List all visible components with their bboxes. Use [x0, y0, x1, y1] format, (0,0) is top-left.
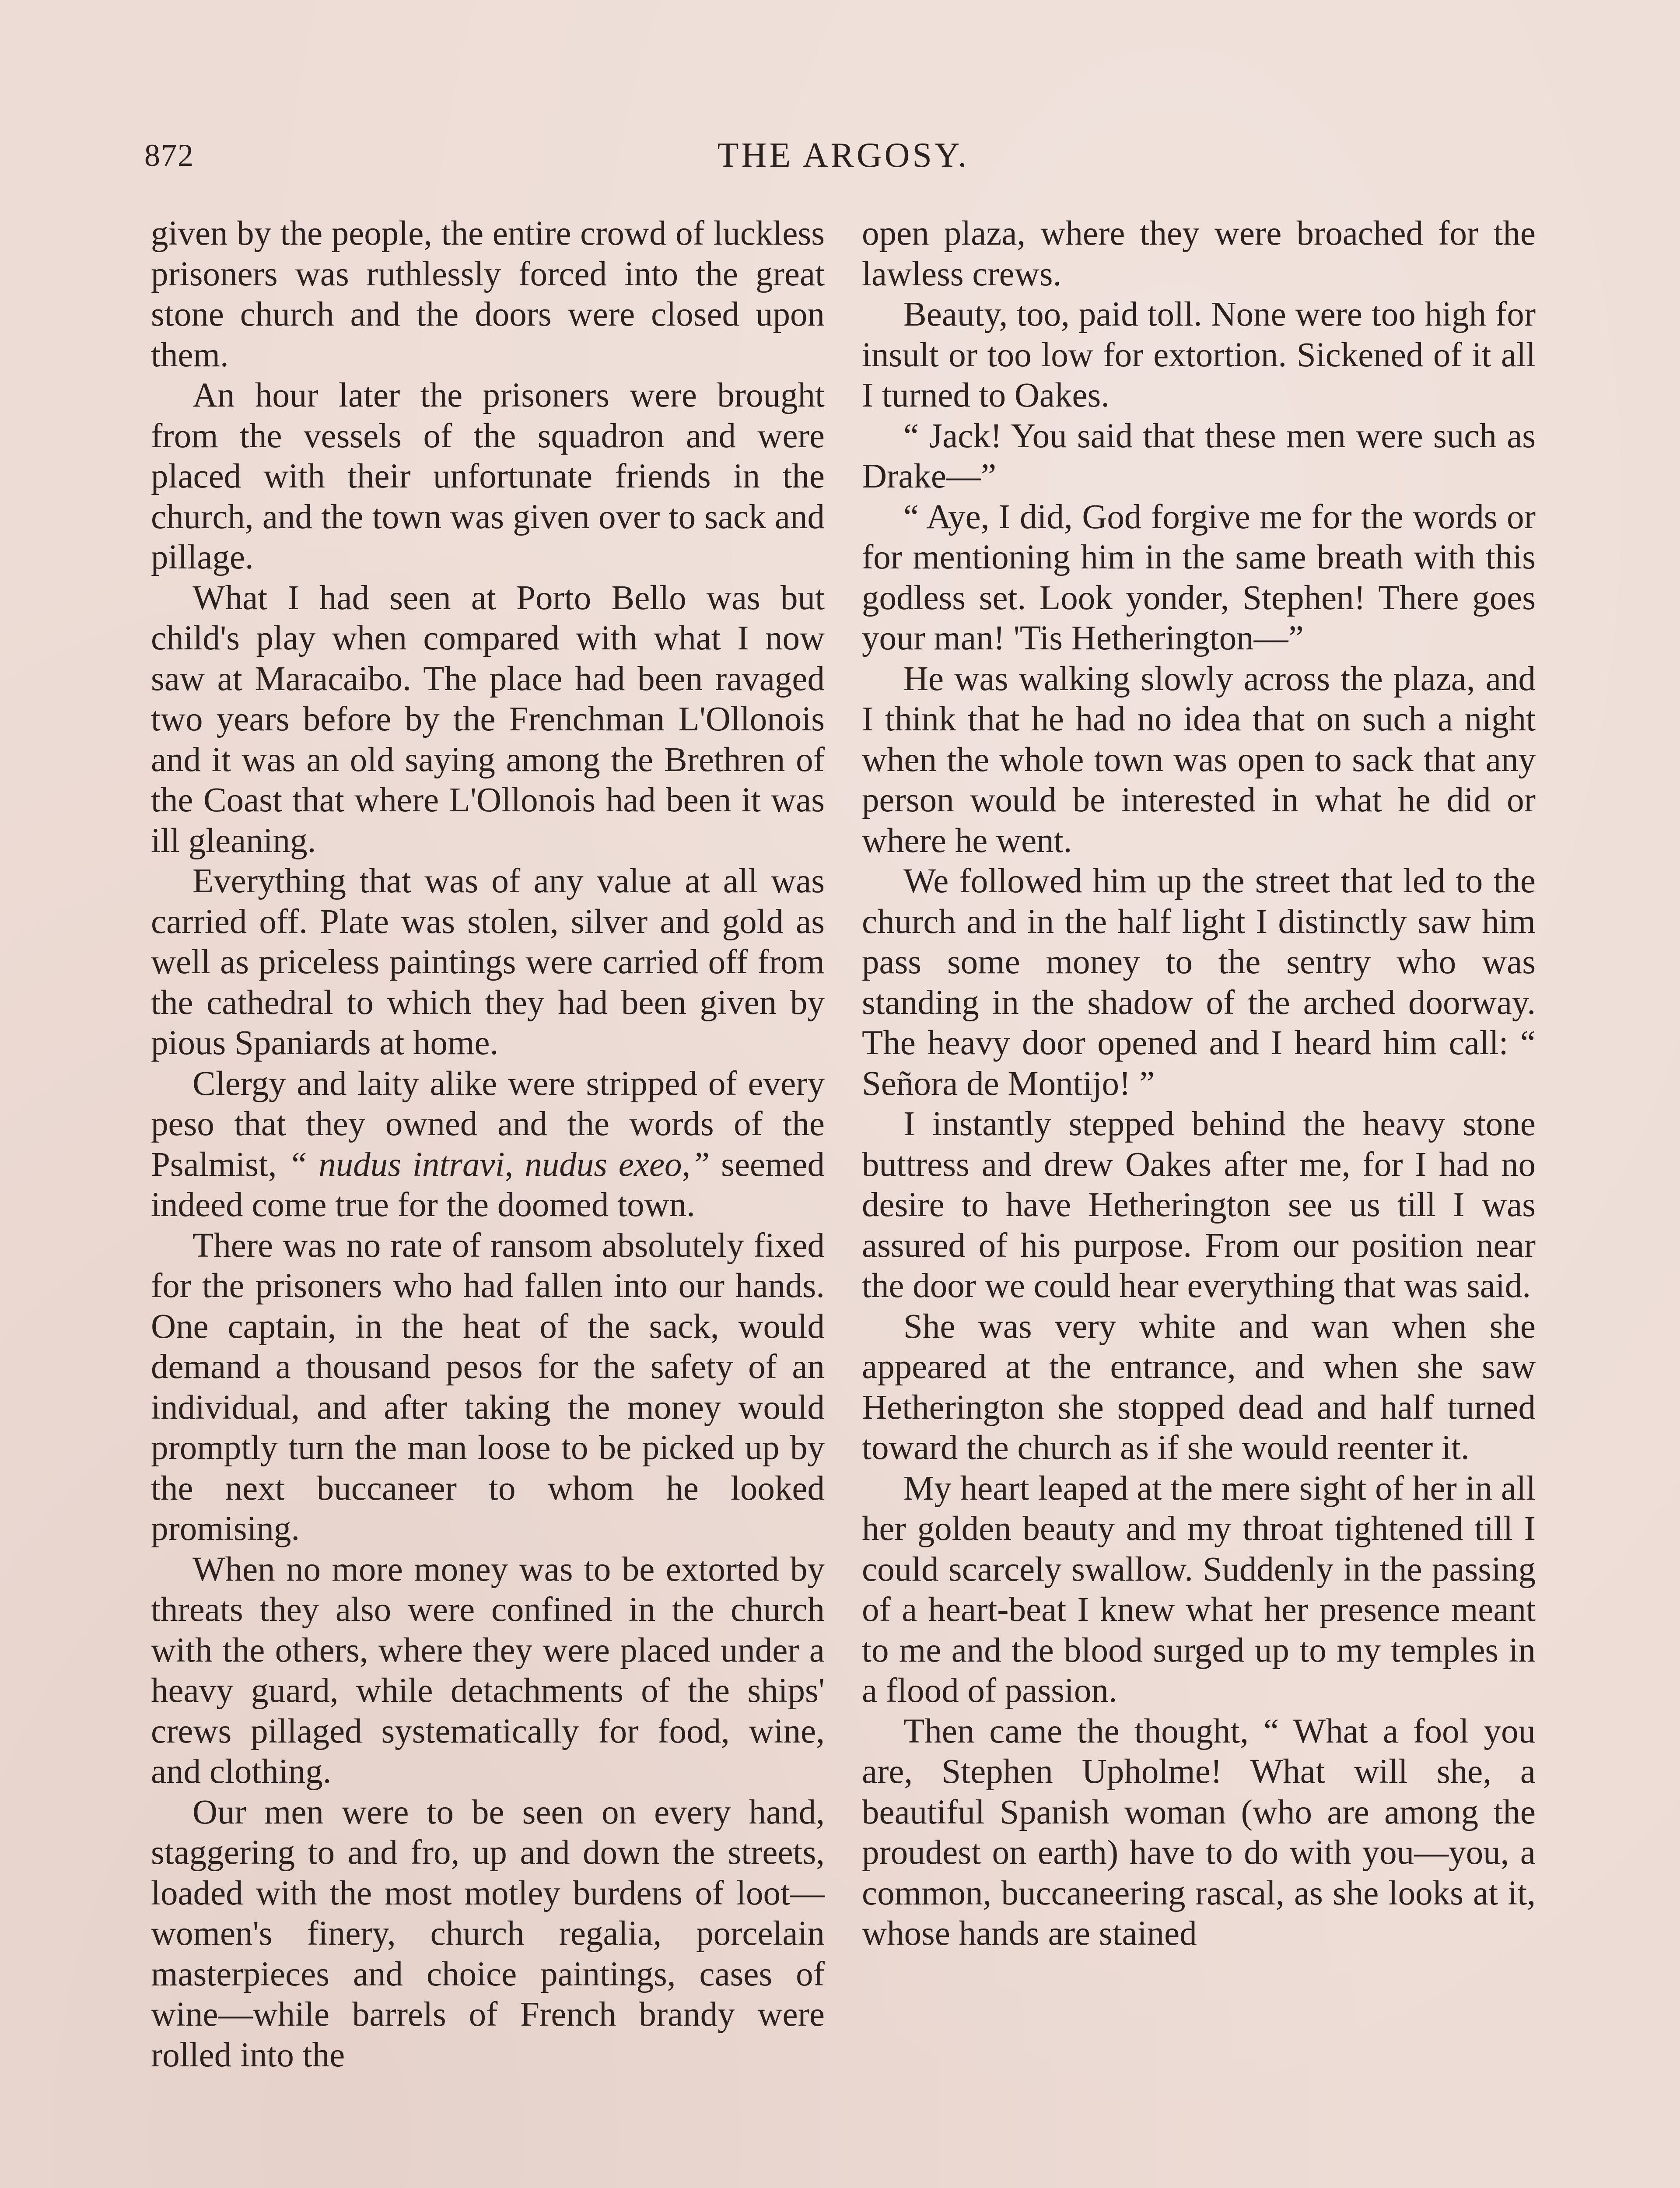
left-column: [151, 214, 825, 2188]
page-header: [144, 131, 1542, 179]
paragraph: Then came the thought, “ What a fool you are, Stephen Upholme! What will she, a beautiful Spanish woman (who are among the proudest on earth) have to do with you—you, a common, buccaneering rascal, as she looks at it, whose hands are stained: [862, 1712, 1536, 1953]
latin-quote: “ nudus intravi, nudus exeo,”: [288, 1145, 710, 1184]
paragraph: My heart leaped at the mere sight of her in all her golden beauty and my throat tightened till I could scarcely swallow. Suddenly in the passing of a heart-beat I knew what her presence meant to me and the blood surged up to my temples in a flood of passion.: [862, 1469, 1536, 1710]
page-number: 872: [144, 138, 194, 173]
paragraph: Our men were to be seen on every hand, staggering to and fro, up and down the streets, loaded with the most motley burdens of loot—women's finery, church regalia, porcelain masterpieces and choice paintings, cases of wine—while barrels of French brandy were rolled into the: [151, 1793, 825, 2074]
paragraph: She was very white and wan when she appeared at the entrance, and when she saw Hetherington she stopped dead and half turned toward the church as if she would reenter it.: [862, 1307, 1536, 1467]
paragraph: When no more money was to be extorted by threats they also were confined in the church with the others, where they were placed under a heavy guard, while detachments of the ships' crews pillaged systematically for food, wine, and clothing.: [151, 1550, 825, 1791]
journal-title: THE ARGOSY.: [717, 136, 970, 175]
right-column: [862, 214, 1536, 2188]
paragraph: I instantly stepped behind the heavy stone buttress and drew Oakes after me, for I had no desire to have Hetherington see us till I was assured of his purpose. From our position near the door we could hear everything that was said.: [862, 1105, 1536, 1305]
paragraph: “ Jack! You said that these men were such as Drake—”: [862, 417, 1536, 495]
paragraph: [151, 1064, 825, 1226]
paragraph: Beauty, too, paid toll. None were too high for insult or too low for extortion. Sickened of it all I turned to Oakes.: [862, 295, 1536, 414]
text-columns: [151, 214, 1536, 2188]
paragraph: There was no rate of ransom absolutely fixed for the prisoners who had fallen into our hands. One captain, in the heat of the sack, would demand a thousand pesos for the safety of an individual, and after taking the money would promptly turn the man loose to be picked up by the next buccaneer to whom he looked promising.: [151, 1226, 825, 1548]
paragraph-text: Clergy and laity alike were stripped of every peso that they owned and the words of the Psalmist,: [151, 1064, 825, 1184]
paragraph: We followed him up the street that led to the church and in the half light I distinctly saw him pass some money to the sentry who was standing in the shadow of the arched doorway. The heavy door opened and I heard him call: “ Señora de Montijo! ”: [862, 862, 1536, 1103]
paragraph: Everything that was of any value at all was carried off. Plate was stolen, silver and gold as well as priceless paintings were carried off from the cathedral to which they had been given by pious Spaniards at home.: [151, 862, 825, 1062]
paragraph: given by the people, the entire crowd of luckless prisoners was ruthlessly forced into the great stone church and the doors were closed upon them.: [151, 214, 825, 374]
paragraph: “ Aye, I did, God forgive me for the words or for mentioning him in the same breath with this godless set. Look yonder, Stephen! There goes your man! 'Tis Hetherington—”: [862, 498, 1536, 657]
paragraph: An hour later the prisoners were brought from the vessels of the squadron and were placed with their unfortunate friends in the church, and the town was given over to sack and pillage.: [151, 376, 825, 576]
paragraph: What I had seen at Porto Bello was but child's play when compared with what I now saw at Maracaibo. The place had been ravaged two years before by the Frenchman L'Ollonois and it was an old saying among the Brethren of the Coast that where L'Ollonois had been it was ill gleaning.: [151, 579, 825, 860]
paragraph-text: seemed indeed come true for the doomed town.: [151, 1145, 825, 1224]
paragraph: open plaza, where they were broached for the lawless crews.: [862, 214, 1536, 293]
paragraph: He was walking slowly across the plaza, and I think that he had no idea that on such a night when the whole town was open to sack that any person would be interested in what he did or where he went.: [862, 659, 1536, 860]
